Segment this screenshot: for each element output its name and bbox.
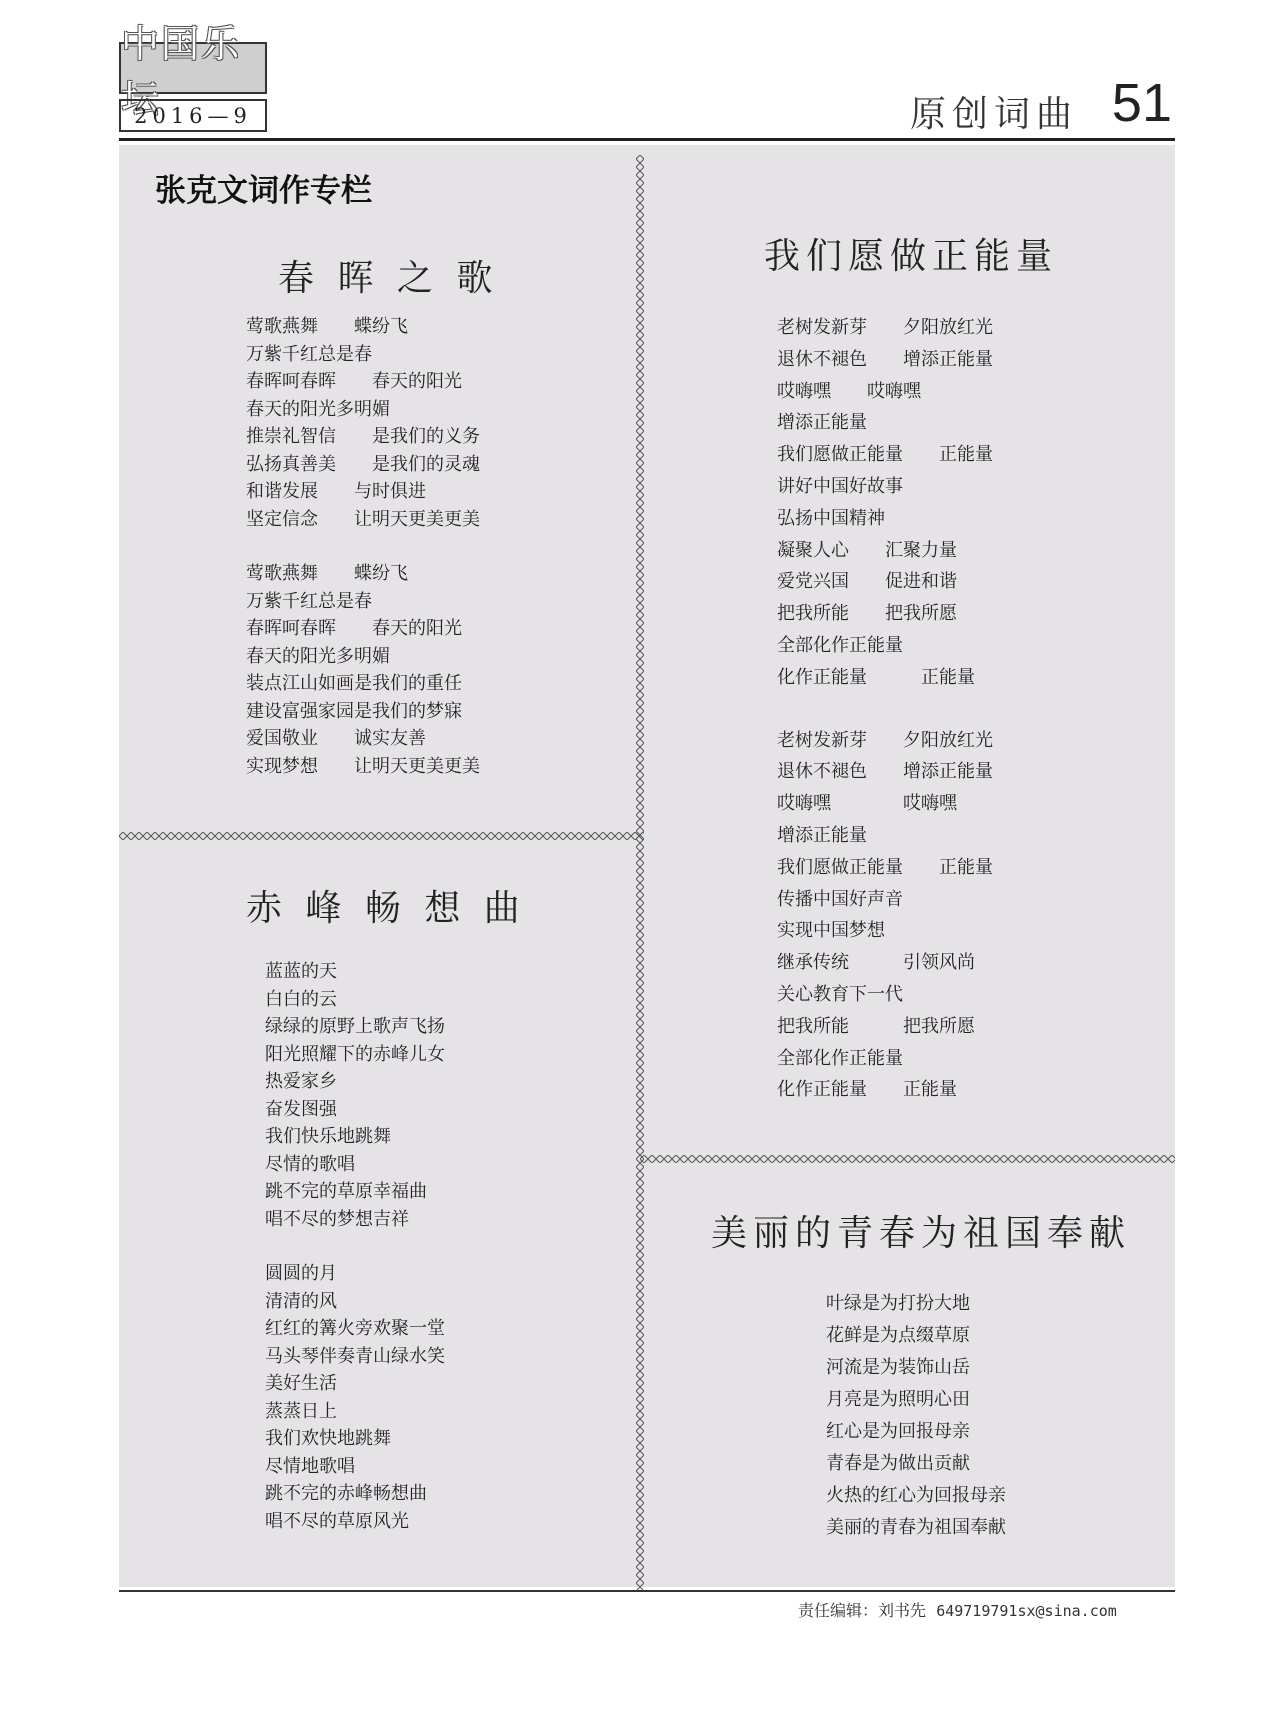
lyric-line: 弘扬中国精神 bbox=[777, 507, 885, 529]
lyric-line: 继承传统 引领风尚 bbox=[777, 952, 975, 974]
lyric-line: 唱不尽的梦想吉祥 bbox=[265, 1208, 409, 1230]
lyric-line: 马头琴伴奏青山绿水笑 bbox=[265, 1345, 445, 1367]
lyric-line: 莺歌燕舞 蝶纷飞 bbox=[246, 316, 408, 337]
verse-gap bbox=[246, 532, 480, 559]
lyric-line: 圆圆的月 bbox=[265, 1263, 337, 1284]
lyric-line: 蒸蒸日上 bbox=[265, 1400, 337, 1422]
song-title-3: 我们愿做正能量 bbox=[764, 236, 1059, 277]
lyric-line: 叶绿是为打扮大地 bbox=[826, 1293, 970, 1314]
lyric-line: 河流是为装饰山岳 bbox=[826, 1357, 970, 1378]
song-lyrics-1 bbox=[246, 312, 480, 779]
lyric-line: 哎嗨嘿 哎嗨嘿 bbox=[777, 380, 921, 402]
magazine-logo: 中国乐坛 bbox=[119, 42, 267, 94]
lyric-line: 老树发新芽 夕阳放红光 bbox=[777, 729, 993, 751]
lyric-line: 增添正能量 bbox=[777, 412, 867, 434]
lyric-line: 尽情的歌唱 bbox=[265, 1153, 355, 1175]
lyric-line: 推崇礼智信 是我们的义务 bbox=[246, 426, 480, 447]
lyric-line: 奋发图强 bbox=[265, 1098, 337, 1120]
lyric-line: 传播中国好声音 bbox=[777, 888, 903, 910]
lyric-line: 花鲜是为点缀草原 bbox=[826, 1325, 970, 1346]
lyric-line: 化作正能量 正能量 bbox=[777, 666, 975, 688]
lyric-line: 爱国敬业 诚实友善 bbox=[246, 728, 426, 749]
lyric-line: 青春是为做出贡献 bbox=[826, 1453, 970, 1474]
lyric-line: 全部化作正能量 bbox=[777, 634, 903, 656]
lyric-line: 蓝蓝的天 bbox=[265, 961, 337, 982]
section-title: 原创词曲 bbox=[909, 94, 1078, 135]
lyric-line: 和谐发展 与时俱进 bbox=[246, 481, 426, 502]
lyric-line: 坚定信念 让明天更美更美 bbox=[246, 508, 480, 530]
lyric-line: 莺歌燕舞 蝶纷飞 bbox=[246, 563, 408, 584]
lyric-line: 尽情地歌唱 bbox=[265, 1455, 355, 1477]
lyric-line: 哎嗨嘿 哎嗨嘿 bbox=[777, 793, 957, 815]
lyric-line: 春晖呵春晖 春天的阳光 bbox=[246, 371, 462, 392]
lyric-line: 实现梦想 让明天更美更美 bbox=[246, 755, 480, 777]
song-title-4: 美丽的青春为祖国奉献 bbox=[711, 1213, 1132, 1254]
lyric-line: 我们愿做正能量 正能量 bbox=[777, 444, 993, 466]
song-title-2: 赤 峰 畅 想 曲 bbox=[246, 888, 526, 929]
lyric-line: 把我所能 把我所愿 bbox=[777, 1015, 975, 1037]
lyric-line: 我们快乐地跳舞 bbox=[265, 1126, 391, 1147]
lyric-line: 关心教育下一代 bbox=[777, 983, 903, 1005]
lyric-line: 装点江山如画是我们的重任 bbox=[246, 673, 462, 694]
lyric-line: 红心是为回报母亲 bbox=[826, 1421, 970, 1442]
lyric-line: 春天的阳光多明媚 bbox=[246, 398, 390, 420]
song-title-1: 春 晖 之 歌 bbox=[278, 258, 499, 299]
verse-gap bbox=[265, 1232, 445, 1259]
lyric-line: 美丽的青春为祖国奉献 bbox=[826, 1517, 1006, 1538]
lyric-line: 唱不尽的草原风光 bbox=[265, 1510, 409, 1532]
lyric-line: 实现中国梦想 bbox=[777, 920, 885, 942]
editor-email: 649719791sx@sina.com bbox=[936, 1602, 1117, 1620]
lyric-line: 弘扬真善美 是我们的灵魂 bbox=[246, 453, 480, 475]
column-title: 张克文词作专栏 bbox=[155, 173, 372, 209]
footer-rule bbox=[119, 1590, 1175, 1592]
lyric-line: 我们愿做正能量 正能量 bbox=[777, 856, 993, 878]
lyric-line: 清清的风 bbox=[265, 1290, 337, 1312]
lyric-line: 老树发新芽 夕阳放红光 bbox=[777, 317, 993, 338]
lyric-line: 绿绿的原野上歌声飞扬 bbox=[265, 1016, 445, 1037]
lyric-line: 跳不完的草原幸福曲 bbox=[265, 1181, 427, 1202]
lyric-line: 热爱家乡 bbox=[265, 1071, 337, 1092]
lyric-line: 化作正能量 正能量 bbox=[777, 1079, 957, 1101]
lyric-line: 白白的云 bbox=[265, 988, 337, 1010]
lyric-line: 凝聚人心 汇聚力量 bbox=[777, 539, 957, 561]
lyric-line: 爱党兴国 促进和谐 bbox=[777, 571, 957, 593]
lyric-line: 全部化作正能量 bbox=[777, 1047, 903, 1069]
lyric-line: 红红的篝火旁欢聚一堂 bbox=[265, 1318, 445, 1339]
lyric-line: 跳不完的赤峰畅想曲 bbox=[265, 1483, 427, 1504]
song-lyrics-3 bbox=[777, 313, 993, 1107]
lyric-line: 春晖呵春晖 春天的阳光 bbox=[246, 618, 462, 639]
lyric-line: 讲好中国好故事 bbox=[777, 475, 903, 497]
page-number: 51 bbox=[1111, 73, 1172, 133]
lyric-line: 万紫千红总是春 bbox=[246, 590, 372, 612]
horizontal-divider-right bbox=[640, 1155, 1175, 1163]
lyric-line: 阳光照耀下的赤峰儿女 bbox=[265, 1043, 445, 1065]
song-lyrics-4 bbox=[826, 1289, 1006, 1545]
lyric-line: 我们欢快地跳舞 bbox=[265, 1428, 391, 1449]
horizontal-divider-left bbox=[119, 832, 644, 840]
lyric-line: 月亮是为照明心田 bbox=[826, 1389, 970, 1410]
footer-credit bbox=[798, 1598, 1117, 1621]
lyric-line: 退休不褪色 增添正能量 bbox=[777, 761, 993, 783]
lyric-line: 把我所能 把我所愿 bbox=[777, 603, 957, 625]
lyric-line: 退休不褪色 增添正能量 bbox=[777, 348, 993, 370]
header-rule bbox=[119, 138, 1175, 141]
lyric-line: 万紫千红总是春 bbox=[246, 343, 372, 365]
lyric-line: 春天的阳光多明媚 bbox=[246, 645, 390, 667]
vertical-divider bbox=[636, 155, 644, 1590]
lyric-line: 增添正能量 bbox=[777, 824, 867, 846]
lyric-line: 火热的红心为回报母亲 bbox=[826, 1485, 1006, 1506]
song-lyrics-2 bbox=[265, 957, 445, 1534]
editor-credit: 责任编辑：刘书先 bbox=[798, 1601, 927, 1620]
issue-number: 2016—9 bbox=[119, 99, 267, 132]
lyric-line: 建设富强家园是我们的梦寐 bbox=[246, 700, 462, 722]
lyric-line: 美好生活 bbox=[265, 1373, 337, 1394]
verse-gap bbox=[777, 695, 993, 726]
